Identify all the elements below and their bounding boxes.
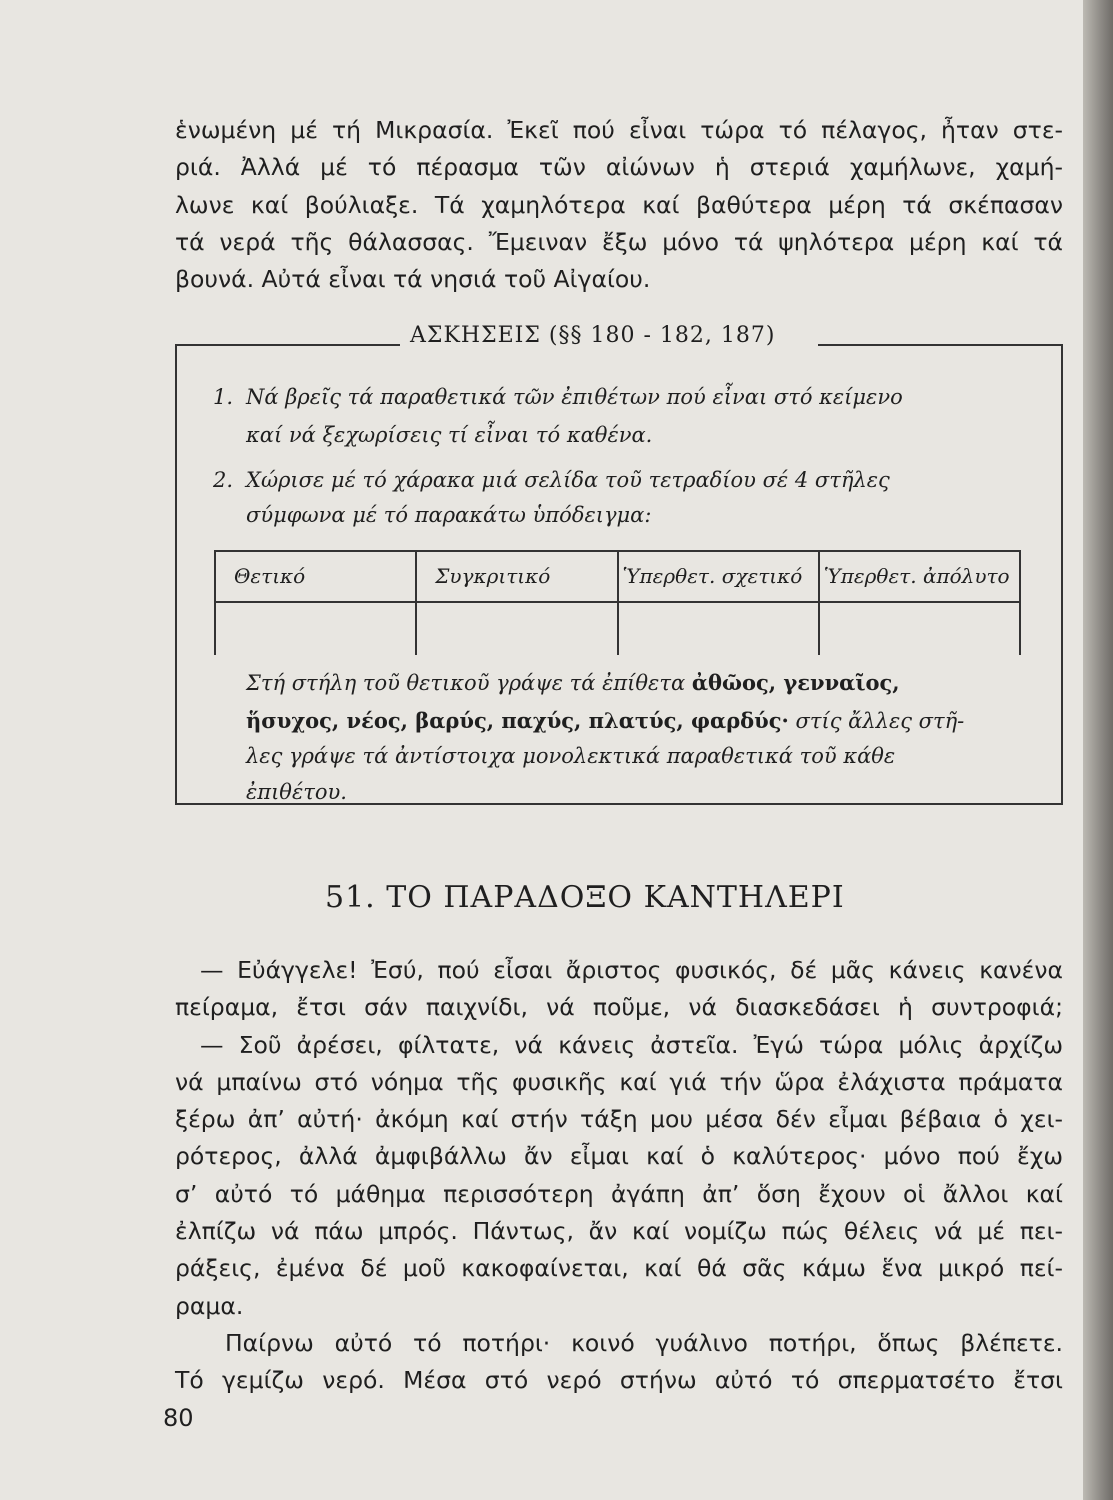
text-line: τά νερά τῆς θάλασσας. Ἔμειναν ἔξω μόνο τά ψηλότερα μέρη καί τά	[175, 227, 1063, 256]
table-empty-cell	[215, 602, 416, 655]
exercise-2-line: Χώρισε μέ τό χάρακα μιά σελίδα τοῦ τετραδίου σέ 4 στῆλες	[246, 468, 890, 492]
text-line: — Σοῦ ἀρέσει, φίλτατε, νά κάνεις ἀστεῖα. Ἐγώ τώρα μόλις ἀρχίζω	[200, 1030, 1063, 1059]
text-line: πείραμα, ἔτσι σάν παιχνίδι, νά ποῦμε, νά διασκεδάσει ἡ συντροφιά;	[175, 993, 1063, 1022]
instruction-bold-words: ἥσυχος, νέος, βαρύς, παχύς, πλατύς, φαρδύς·	[246, 708, 789, 733]
exercise-1-line: καί νά ξεχωρίσεις τί εἶναι τό καθένα.	[246, 423, 653, 447]
table-header-cell: Θετικό	[215, 551, 416, 602]
table-empty-cell	[819, 602, 1020, 655]
text-line: — Εὐάγγελε! Ἐσύ, πού εἶσαι ἄριστος φυσικός, δέ μᾶς κάνεις κανένα	[200, 956, 1063, 984]
table-header-cell: Συγκριτικό	[416, 551, 617, 602]
exercise-2-line: σύμφωνα μέ τό παρακάτω ὑπόδειγμα:	[246, 503, 652, 527]
instruction-text: στίς ἄλλες στῆ-	[788, 709, 965, 733]
text-line: νά μπαίνω στό νόημα τῆς φυσικῆς καί γιά τήν ὥρα ἐλάχιστα πράματα	[175, 1067, 1063, 1096]
instruction-line	[246, 708, 1056, 733]
text-line: ρότερος, ἀλλά ἀμφιβάλλω ἄν εἶμαι καί ὁ καλύτερος· μόνο πού ἔχω	[175, 1142, 1063, 1171]
text-line: ἑνωμένη μέ τή Μικρασία. Ἐκεῖ πού εἶναι τώρα τό πέλαγος, ἦταν στε-	[175, 116, 1063, 144]
text-line: ξέρω ἀπ’ αὐτή· ἀκόμη καί στήν τάξη μου μέσα δέν εἶμαι βέβαια ὁ χει-	[175, 1105, 1063, 1134]
exercises-title: ΑΣΚΗΣΕΙΣ (§§ 180 - 182, 187)	[410, 323, 776, 348]
exercise-1-line: Νά βρεῖς τά παραθετικά τῶν ἐπιθέτων πού εἶναι στό κείμενο	[246, 385, 903, 409]
text-line: ἐλπίζω νά πάω μπρός. Πάντως, ἄν καί νομίζω πώς θέλεις νά μέ πει-	[175, 1217, 1063, 1246]
instruction-line	[246, 670, 1056, 695]
page-number: 80	[163, 1404, 194, 1432]
instruction-line: λες γράψε τά ἀντίστοιχα μονολεκτικά παραθετικά τοῦ κάθε	[246, 744, 896, 768]
instruction-text: Στή στήλη τοῦ θετικοῦ γράψε τά ἐπίθετα	[246, 671, 692, 695]
instruction-bold-words: ἀθῶος, γενναῖος,	[691, 670, 900, 695]
table-empty-cell	[618, 602, 819, 655]
book-spine	[1083, 0, 1113, 1500]
exercise-number: 1.	[213, 385, 234, 409]
text-line: ράξεις, ἐμένα δέ μοῦ κακοφαίνεται, καί θά σᾶς κάμω ἕνα μικρό πεί-	[175, 1254, 1063, 1283]
text-line: ραμα.	[175, 1291, 244, 1320]
text-line: βουνά. Αὐτά εἶναι τά νησιά τοῦ Αἰγαίου.	[175, 265, 651, 294]
story-paragraph	[175, 952, 1063, 1400]
exercise-number: 2.	[213, 468, 234, 492]
text-line: ριά. Ἀλλά μέ τό πέρασμα τῶν αἰώνων ἡ στεριά χαμήλωνε, χαμή-	[175, 153, 1063, 182]
degrees-table	[214, 550, 1021, 655]
text-line: Παίρνω αὐτό τό ποτήρι· κοινό γυάλινο ποτήρι, ὅπως βλέπετε.	[225, 1328, 1063, 1357]
table-empty-cell	[416, 602, 617, 655]
intro-paragraph	[175, 112, 1063, 298]
chapter-title: 51. ΤΟ ΠΑΡΑΔΟΞΟ ΚΑΝΤΗΛΕΡΙ	[325, 880, 845, 915]
text-line: λωνε καί βούλιαξε. Τά χαμηλότερα καί βαθύτερα μέρη τά σκέπασαν	[175, 190, 1063, 219]
instruction-line: ἐπιθέτου.	[246, 780, 347, 804]
table-header-cell: Ὑπερθετ. σχετικό	[618, 551, 819, 602]
text-line: σ’ αὐτό τό μάθημα περισσότερη ἀγάπη ἀπ’ ὅση ἔχουν οἱ ἄλλοι καί	[175, 1179, 1063, 1208]
text-line: Τό γεμίζω νερό. Μέσα στό νερό στήνω αὐτό τό σπερματσέτο ἔτσι	[175, 1366, 1063, 1395]
table-header-cell: Ὑπερθετ. ἀπόλυτο	[819, 551, 1020, 602]
